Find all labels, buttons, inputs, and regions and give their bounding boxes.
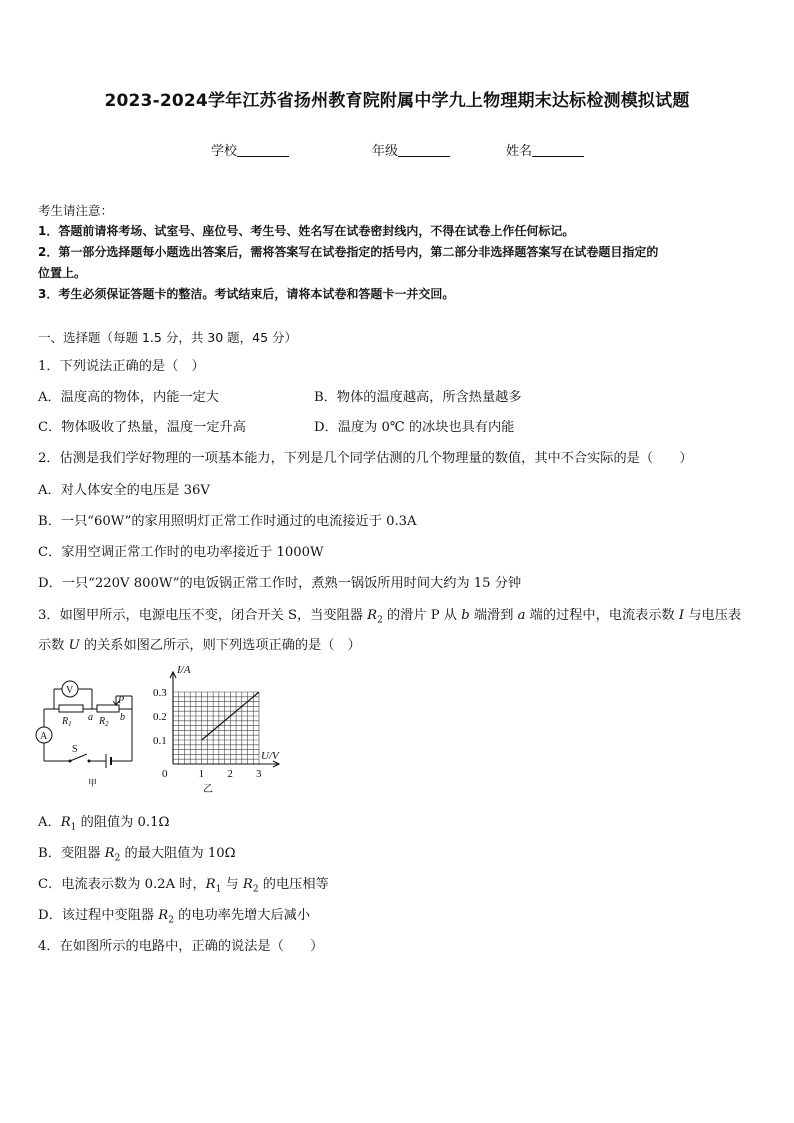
notice-item-3: 3．考生必须保证答题卡的整洁。考试结束后，请将本试卷和答题卡一并交回。 — [38, 287, 455, 301]
q2-option-a[interactable]: A．对人体安全的电压是 36V — [38, 483, 210, 498]
school-blank — [237, 144, 289, 157]
y-tick-label: 0.1 — [153, 735, 167, 747]
school-field[interactable] — [211, 140, 289, 159]
r2-label: $R_2$ — [99, 716, 109, 728]
q3-option-c[interactable]: C．电流表示数为 0.2A 时，$R_1$ 与 $R_2$ 的电压相等 — [38, 877, 329, 895]
slider-p: P — [118, 695, 125, 706]
school-label: 学校 — [211, 144, 238, 159]
notice-item-1: 1．答题前请将考场、试室号、座位号、考生号、姓名写在试卷密封线内，不得在试卷上作任何标记。 — [38, 224, 575, 238]
notice-block — [38, 200, 758, 305]
x-tick-label: 3 — [256, 768, 262, 780]
section-header: 一、选择题（每题 1.5 分，共 30 题，45 分） — [38, 330, 298, 345]
q2-option-c[interactable]: C．家用空调正常工作时的电功率接近于 1000W — [38, 545, 324, 560]
grade-label: 年级 — [372, 144, 399, 159]
q4-stem: 4．在如图所示的电路中，正确的说法是（ ） — [38, 939, 324, 954]
notice-item-2-cont: 位置上。 — [38, 266, 87, 280]
q3-stem-line2: 示数 U 的关系如图乙所示，则下列选项正确的是（ ） — [38, 638, 361, 653]
circuit-diagram — [32, 672, 152, 792]
voltmeter-label: V — [66, 685, 74, 696]
q2-stem: 2．估测是我们学好物理的一项基本能力，下列是几个同学估测的几个物理量的数值，其中不合实际的是（ ） — [38, 451, 693, 466]
r1-label: $R_1$ — [62, 716, 72, 728]
q2-option-d[interactable]: D．一只“220V 800W”的电饭锅正常工作时，煮熟一锅饭所用时间大约为 15 分钟 — [38, 576, 522, 591]
notice-heading: 考生请注意： — [38, 203, 114, 218]
circuit-caption: 甲 — [88, 778, 98, 788]
x-tick-label: 0 — [162, 768, 168, 780]
name-blank — [532, 144, 584, 157]
q3-option-a[interactable]: A．$R_1$ 的阻值为 0.1Ω — [38, 815, 170, 833]
q1-option-c[interactable]: C．物体吸收了热量，温度一定升高 — [38, 420, 246, 435]
q3-option-d[interactable]: D．该过程中变阻器 $R_2$ 的电功率先增大后减小 — [38, 908, 311, 926]
terminal-a: a — [88, 712, 93, 723]
q2-option-b[interactable]: B．一只“60W”的家用照明灯正常工作时通过的电流接近于 0.3A — [38, 514, 417, 529]
q1-option-a[interactable]: A．温度高的物体，内能一定大 — [38, 390, 219, 405]
y-tick-label: 0.3 — [153, 687, 167, 699]
terminal-b: b — [120, 712, 125, 723]
y-axis-label: I/A — [177, 664, 191, 676]
ammeter-label: A — [40, 731, 48, 742]
q3-option-b[interactable]: B．变阻器 $R_2$ 的最大阻值为 10Ω — [38, 846, 236, 864]
chart-caption: 乙 — [203, 784, 213, 794]
q1-stem: 1．下列说法正确的是（ ） — [38, 359, 205, 374]
name-label: 姓名 — [506, 144, 533, 159]
q1-option-d[interactable]: D．温度为 0℃ 的冰块也具有内能 — [314, 420, 515, 435]
name-field[interactable] — [506, 140, 584, 159]
r1-resistor — [59, 705, 83, 712]
x-tick-label: 2 — [227, 768, 233, 780]
x-tick-label: 1 — [198, 768, 205, 780]
page-title: 2023-2024学年江苏省扬州教育院附属中学九上物理期末达标检测模拟试题 — [104, 91, 690, 111]
q1-option-b[interactable]: B．物体的温度越高，所含热量越多 — [314, 390, 522, 405]
grade-blank — [398, 144, 450, 157]
y-tick-label: 0.2 — [153, 711, 167, 723]
grade-field[interactable] — [372, 140, 450, 159]
x-axis-label: U/V — [261, 750, 279, 762]
notice-item-2: 2．第一部分选择题每小题选出答案后，需将答案写在试卷指定的括号内，第二部分非选择题答案写在试卷题目指定的 — [38, 245, 659, 259]
iu-chart — [148, 664, 288, 794]
switch-label: S — [72, 744, 78, 755]
switch-symbol — [70, 754, 87, 761]
q3-stem-line1: 3．如图甲所示，电源电压不变，闭合开关 S，当变阻器 $R_2$ 的滑片 P 从 b 端滑到 a 端的过程中，电流表示数 I 与电压表 — [38, 608, 742, 626]
r2-resistor — [97, 705, 119, 712]
